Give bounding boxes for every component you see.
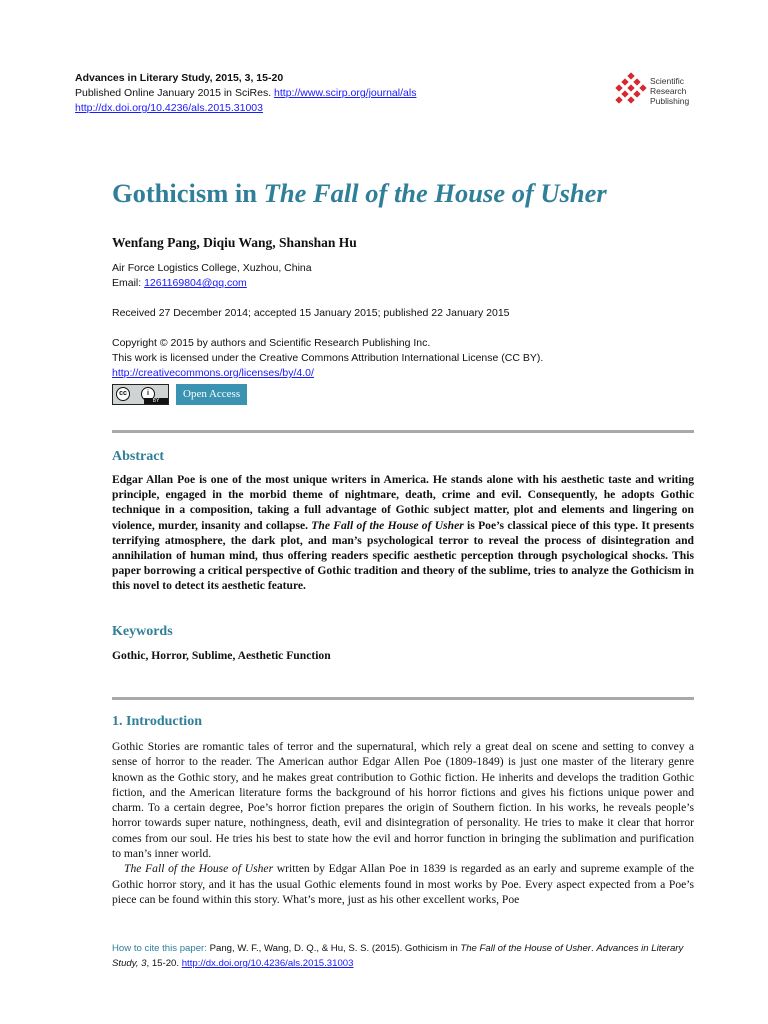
abstract-italic-title: The Fall of the House of Usher	[311, 518, 464, 532]
abstract-part2: is Poe’s classical piece of this type. It presents terrifying atmosphere, the dark plot, and man’s psychological terror to reveal the process of disintegration and annihilation of human mind, thus offering readers specific aesthetic perception through psychological shocks. This paper borrowing a critical perspective of Gothic tradition and theory of the sublime, tries to analyze the Gothicism in this novel to detect its aesthetic feature.	[112, 518, 694, 593]
logo-diamond	[627, 96, 634, 103]
logo-diamond	[621, 78, 628, 85]
logo-diamond	[627, 72, 634, 79]
doi-link[interactable]: http://dx.doi.org/10.4236/als.2015.31003	[75, 102, 263, 114]
publisher-logo	[614, 72, 714, 108]
abstract-part1: Edgar Allan Poe is one of the most unique writers in America. He stands alone with his aesthetic taste and writing principle, engaged in the morbid theme of nightmare, death, crime and evil. Consequently, he adopts Gothic technique in a composition, taking a full advantage of Gothic subject matter, plot and elements and lingering on violence, murder, insanity and collapse.	[112, 473, 694, 532]
journal-url-link[interactable]: http://www.scirp.org/journal/als	[274, 87, 417, 99]
intro-italic-title: The Fall of the House of Usher	[124, 862, 274, 876]
title-italic: The Fall of the House of Usher	[263, 178, 607, 208]
citation-journal: Advances in Literary Study, 3	[112, 943, 684, 969]
affiliation-block	[112, 261, 312, 291]
intro-paragraph-2-text: written by Edgar Allan Poe in 1839 is regarded as an early and supreme example of the Gothic horror story, and it has the usual Gothic elements found in most works by Poe. Every aspect expected from a Poe’s piece can be found within this story. What’s more, just as his other excellent works, Poe	[112, 862, 695, 906]
citation-text-2: .	[591, 943, 597, 954]
abstract-heading: Abstract	[112, 449, 165, 464]
author-list: Wenfang Pang, Diqiu Wang, Shanshan Hu	[112, 235, 357, 250]
introduction-body	[112, 739, 694, 907]
email-link[interactable]: 1261169804@qq.com	[144, 277, 247, 289]
citation-text-1: Pang, W. F., Wang, D. Q., & Hu, S. S. (2015). Gothicism in	[206, 943, 461, 954]
published-text: Published Online January 2015 in SciRes.	[75, 87, 272, 99]
logo-diamond	[615, 84, 622, 91]
license-url-link[interactable]: http://creativecommons.org/licenses/by/4.0/	[112, 367, 314, 379]
cc-icon: cc	[116, 387, 130, 401]
logo-diamond	[621, 90, 628, 97]
logo-mark-icon	[614, 72, 648, 108]
keywords-heading: Keywords	[112, 624, 173, 639]
paper-title	[112, 178, 732, 209]
logo-diamond	[615, 96, 622, 103]
logo-text-line2: Research	[650, 86, 687, 96]
abstract-body	[112, 472, 694, 594]
open-access-badge: Open Access	[176, 384, 247, 405]
citation-doi-link[interactable]: http://dx.doi.org/10.4236/als.2015.31003	[181, 958, 354, 969]
license-line: This work is licensed under the Creative Commons Attribution International License (CC BY).	[112, 352, 544, 364]
journal-name: Advances in Literary Study, 2015, 3, 15-20	[75, 72, 284, 84]
affiliation: Air Force Logistics College, Xuzhou, China	[112, 262, 312, 274]
top-divider	[112, 430, 694, 433]
logo-text-line1: Scientific	[650, 76, 685, 86]
copyright-block	[112, 336, 543, 381]
intro-paragraph-2	[112, 861, 694, 907]
cc-by-badge[interactable]	[112, 384, 169, 405]
logo-diamond	[627, 84, 634, 91]
by-label: BY	[144, 398, 168, 404]
email-label: Email:	[112, 277, 145, 289]
citation-text-3: , 15-20.	[146, 958, 182, 969]
publication-line	[75, 86, 416, 101]
logo-text-line3: Publishing	[650, 96, 690, 106]
person-icon: i	[141, 387, 155, 401]
citation-italic-title: The Fall of the House of Usher	[460, 943, 592, 954]
intro-paragraph-1: Gothic Stories are romantic tales of terror and the supernatural, which rely a great deal on scene and setting to convey a sense of horror to the reader. The American author Edgar Allen Poe (1809-1849) is just one master of the literary genre known as the Gothic story, and he makes great contribution to Gothic fiction. He inherits and develops the tradition Gothic fiction, and the American literature forms the background of his horror fictions and gives his fictions unique power and charm. To a certain degree, Poe’s horror fiction prepares the origin of Southern fiction. In his works, he reveals people’s horror towards super nature, nothingness, death, evil and disintegration of personality. He tries to make it clear that horror comes from our soul. He tries his best to state how the evil and horror function in bringing the sublimation and purification to man’s inner world.	[112, 740, 694, 861]
title-prefix: Gothicism in	[112, 178, 264, 208]
copyright-line: Copyright © 2015 by authors and Scientific Research Publishing Inc.	[112, 337, 431, 349]
citation-block	[112, 941, 702, 971]
logo-diamond	[633, 90, 640, 97]
received-dates: Received 27 December 2014; accepted 15 January 2015; published 22 January 2015	[112, 307, 510, 319]
logo-diamond	[639, 84, 646, 91]
introduction-heading: 1. Introduction	[112, 714, 202, 729]
journal-header	[75, 71, 416, 116]
bottom-divider	[112, 697, 694, 700]
keywords-list: Gothic, Horror, Sublime, Aesthetic Function	[112, 649, 331, 662]
logo-text	[650, 76, 689, 106]
logo-diamond	[633, 78, 640, 85]
citation-label: How to cite this paper:	[112, 943, 207, 954]
